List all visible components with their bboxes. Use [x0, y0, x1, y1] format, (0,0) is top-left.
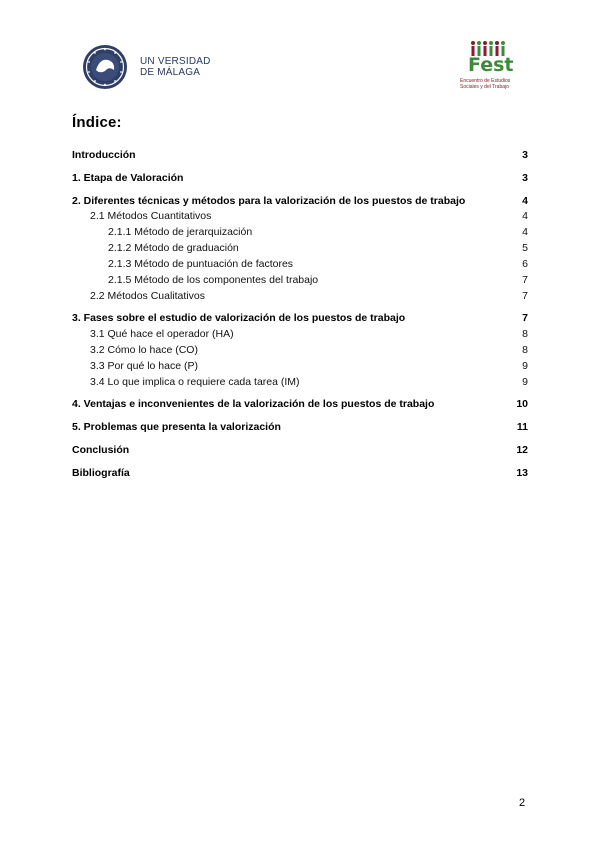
toc-entry-label: 3.2 Cómo lo hace (CO): [90, 344, 198, 356]
toc-entry-page: 3: [522, 149, 528, 161]
toc-entry-page: 9: [522, 376, 528, 388]
toc-entry-page: 13: [516, 467, 528, 479]
toc-entry-page: 12: [516, 444, 528, 456]
toc-entry-page: 7: [522, 312, 528, 324]
toc-entry-page: 3: [522, 172, 528, 184]
toc-entry-label: 3.4 Lo que implica o requiere cada tarea (IM): [90, 376, 300, 388]
fest-subtitle-line-2: Sociales y del Trabajo: [460, 84, 509, 90]
fest-logo: [454, 40, 518, 98]
toc-entry-label: Conclusión: [72, 444, 130, 456]
toc-entry-label: 4. Ventajas e inconvenientes de la valorización de los puestos de trabajo: [72, 398, 435, 410]
toc-entry-label: 2.1.2 Método de graduación: [108, 242, 239, 254]
toc-entry-label: 2.1.5 Método de los componentes del trabajo: [108, 274, 319, 286]
page-number: 2: [519, 797, 526, 809]
toc-entry-label: Introducción: [72, 149, 136, 161]
toc-entry-page: 7: [522, 290, 528, 302]
toc-entry-label: 3.1 Qué hace el operador (HA): [90, 328, 234, 340]
toc-entry-label: 1. Etapa de Valoración: [72, 172, 184, 184]
fest-logo-word: Fest: [468, 54, 514, 76]
toc-entry-page: 11: [516, 421, 528, 433]
university-logo: [82, 44, 212, 92]
toc-entry-label: 5. Problemas que presenta la valorización: [72, 421, 281, 433]
toc-entry-label: 2.1 Métodos Cuantitativos: [90, 210, 212, 222]
toc-entry-page: 8: [522, 328, 528, 340]
toc-entry-label: 3. Fases sobre el estudio de valorización de los puestos de trabajo: [72, 312, 406, 324]
university-logo-line-1: UN VERSIDAD: [140, 56, 211, 67]
toc-entry-page: 4: [522, 210, 528, 222]
toc-entry-page: 10: [516, 398, 528, 410]
fest-logo-subtitle: [460, 78, 510, 90]
toc-entry-page: 4: [522, 195, 528, 207]
university-seal-icon: [82, 44, 128, 90]
university-logo-line-2: DE MÁLAGA: [140, 67, 201, 78]
toc-entry-page: 7: [522, 274, 528, 286]
fest-subtitle-line-1: Encuentro de Estudios: [460, 78, 511, 84]
toc-entry-label: 2.1.3 Método de puntuación de factores: [108, 258, 294, 270]
toc-entry-page: 8: [522, 344, 528, 356]
toc-entry-page: 5: [522, 242, 528, 254]
toc-entry-page: 4: [522, 226, 528, 238]
toc-entry-label: 2.1.1 Método de jerarquización: [108, 226, 253, 238]
toc-entry-label: Bibliografía: [72, 467, 130, 479]
toc-entry-page: 9: [522, 360, 528, 372]
toc-entry-page: 6: [522, 258, 528, 270]
toc-entry-label: 2. Diferentes técnicas y métodos para la valorización de los puestos de trabajo: [72, 195, 466, 207]
toc-entry-label: 3.3 Por qué lo hace (P): [90, 360, 198, 372]
university-logo-text: [140, 56, 211, 78]
toc-entry-label: 2.2 Métodos Cualitativos: [90, 290, 205, 302]
toc-title: Índice:: [72, 114, 122, 131]
